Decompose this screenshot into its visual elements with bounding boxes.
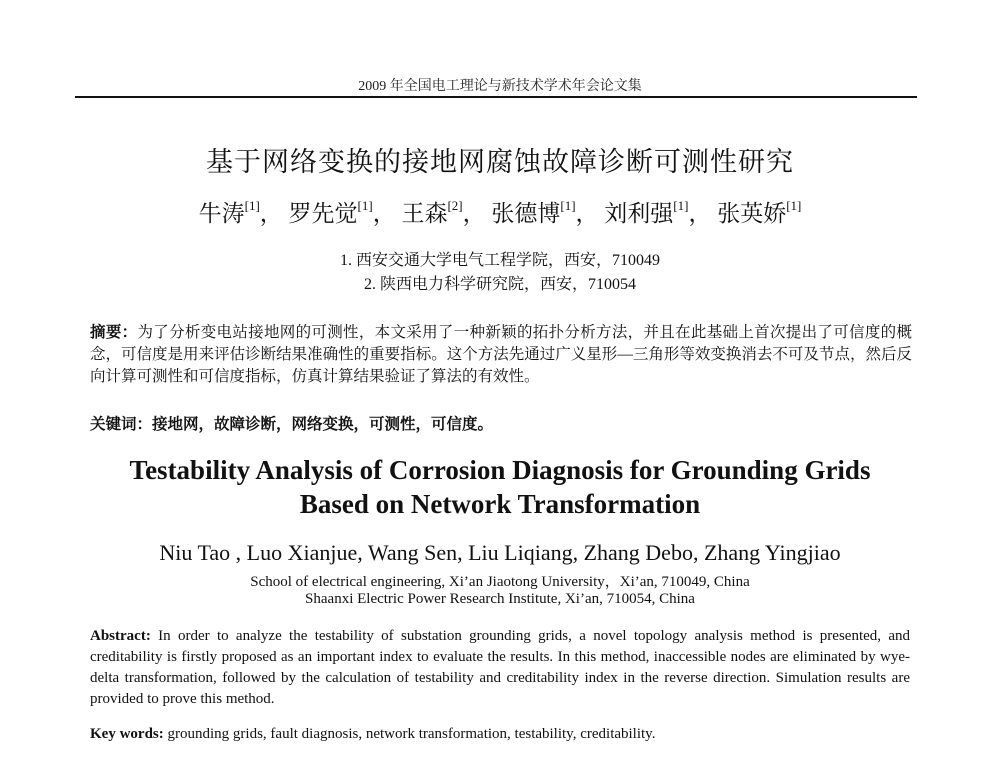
title-english xyxy=(0,453,1000,521)
keywords-cn-text: 接地网，故障诊断，网络变换，可测性，可信度。 xyxy=(152,416,494,433)
header-rule xyxy=(75,96,917,98)
keywords-english xyxy=(90,726,910,743)
authors-english: Niu Tao , Luo Xianjue, Wang Sen, Liu Liqiang, Zhang Debo, Zhang Yingjiao xyxy=(159,540,841,565)
keywords-en-label: Key words: xyxy=(90,726,164,742)
running-head: 2009 年全国电工理论与新技术学术年会论文集 xyxy=(358,79,642,94)
affiliation-cn-2: 2. 陕西电力科学研究院，西安，710054 xyxy=(363,276,636,293)
abstract-en-label: Abstract: xyxy=(90,628,151,644)
title-en-line-2: Based on Network Transformation xyxy=(299,489,701,519)
author-cn: 王森[2]， xyxy=(401,198,486,226)
affiliation-cn-1: 1. 西安交通大学电气工程学院，西安，710049 xyxy=(339,252,660,269)
author-cn: 刘利强[1]， xyxy=(604,198,712,226)
author-cn: 张德博[1]， xyxy=(491,198,599,226)
title-chinese: 基于网络变换的接地网腐蚀故障诊断可测性研究 xyxy=(206,147,794,177)
abstract-chinese xyxy=(90,322,912,388)
affiliation-en-1: School of electrical engineering, Xi’an Jiaotong University，Xi’an, 710049, China xyxy=(250,574,750,590)
author-cn: 罗先觉[1]， xyxy=(288,198,396,226)
author-cn: 牛涛[1]， xyxy=(198,198,283,226)
author-cn: 张英娇[1] xyxy=(717,198,802,226)
title-en-line-1: Testability Analysis of Corrosion Diagnosis for Grounding Grids xyxy=(129,455,871,485)
abstract-cn-text: 为了分析变电站接地网的可测性，本文采用了一种新颖的拓扑分析方法，并且在此基础上首次提出了可信度的概念，可信度是用来评估诊断结果准确性的重要指标。这个方法先通过广义星形—三角形等效变换消去不可及节点，然后反向计算可测性和可信度指标，仿真计算结果验证了算法的有效性。 xyxy=(90,324,912,385)
authors-chinese xyxy=(0,195,1000,228)
affiliation-en-2: Shaanxi Electric Power Research Institute, Xi’an, 710054, China xyxy=(305,591,695,607)
abstract-en-text: In order to analyze the testability of substation grounding grids, a novel topology analysis method is presented, and creditability is firstly proposed as an important index to evaluate the results. In this method, inaccessible nodes are eliminated by wye-delta transformation, followed by the calculation of testability and creditability index in the reverse direction. Simulation results are provided to prove this method. xyxy=(90,628,910,707)
abstract-cn-label: 摘要： xyxy=(90,324,138,341)
keywords-cn-label: 关键词： xyxy=(90,416,153,433)
keywords-en-text: grounding grids, fault diagnosis, network transformation, testability, creditability. xyxy=(163,726,656,742)
keywords-chinese xyxy=(90,412,912,434)
abstract-english xyxy=(90,626,910,710)
